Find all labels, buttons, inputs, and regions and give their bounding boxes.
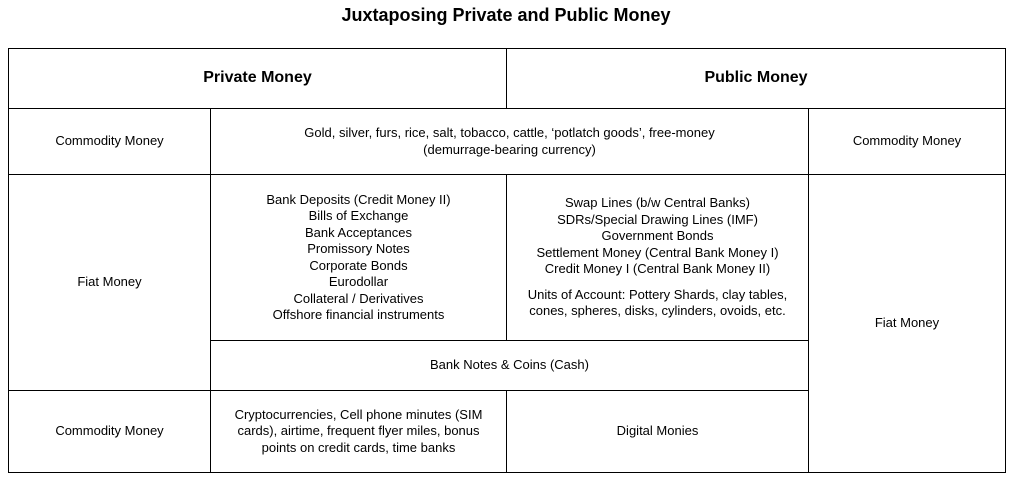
public-fiat-cell (506, 174, 809, 341)
public-digital-cell (506, 390, 809, 473)
cash-shared-text: Bank Notes & Coins (Cash) (430, 357, 589, 373)
private-digital-text: Cryptocurrencies, Cell phone minutes (SIM cards), airtime, frequent flyer miles, bonus points on credit cards, time banks (234, 406, 483, 455)
private-fiat-cell (210, 174, 507, 341)
list-item: Promissory Notes (307, 241, 410, 256)
list-item: Credit Money I (Central Bank Money II) (544, 261, 771, 277)
fiat-right-label: Fiat Money (874, 315, 940, 331)
list-item: Bank Acceptances (305, 224, 412, 240)
cash-shared-cell (210, 340, 809, 391)
row-label-fiat-left (8, 174, 211, 391)
list-item: Bank Deposits (Credit Money II) (266, 191, 451, 207)
header-private-money (8, 48, 507, 109)
private-digital-cell (210, 390, 507, 473)
units-of-account-text: Units of Account: Pottery Shards, clay tables, cones, spheres, disks, cylinders, ovoids, etc. (527, 286, 788, 319)
commodity-shared-cell (210, 108, 809, 175)
public-digital-text: Digital Monies (616, 423, 699, 439)
row-label-commodity-left (8, 108, 211, 175)
header-public-money (506, 48, 1006, 109)
commodity-right-label: Commodity Money (852, 133, 962, 149)
header-public-label: Public Money (704, 69, 808, 87)
list-item: SDRs/Special Drawing Lines (IMF) (557, 211, 758, 227)
commodity-left-label: Commodity Money (55, 133, 164, 149)
header-private-label: Private Money (203, 69, 312, 87)
list-item: Offshore financial instruments (272, 307, 445, 322)
row-label-commodity-bottom-left (8, 390, 211, 473)
list-item: Bills of Exchange (308, 208, 409, 223)
row-label-commodity-right (808, 108, 1006, 175)
commodity-bottom-left-label: Commodity Money (55, 423, 164, 439)
list-item: Government Bonds (601, 228, 714, 244)
list-item: Settlement Money (Central Bank Money I) (536, 244, 779, 260)
page-title: Juxtaposing Private and Public Money (341, 5, 671, 25)
list-item: Eurodollar (328, 274, 389, 289)
public-fiat-list (512, 195, 804, 320)
row-label-fiat-right (808, 174, 1006, 473)
fiat-left-label: Fiat Money (77, 274, 142, 290)
private-fiat-list (266, 192, 450, 324)
list-item: Swap Lines (b/w Central Banks) (565, 195, 750, 211)
list-item: Collateral / Derivatives (293, 290, 424, 306)
commodity-shared-text: Gold, silver, furs, rice, salt, tobacco, cattle, ‘potlatch goods’, free-money (demurrage-bearing currency) (304, 125, 715, 157)
list-item: Corporate Bonds (309, 257, 408, 273)
